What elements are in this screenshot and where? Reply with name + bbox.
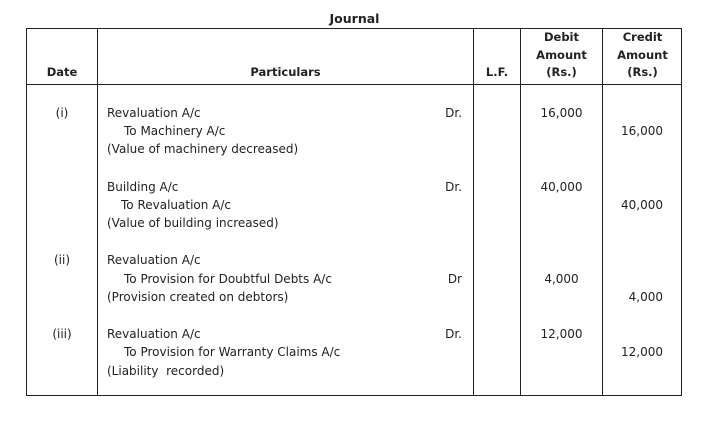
entry-debit-amount: 12,000 — [540, 327, 583, 341]
header-credit — [603, 29, 682, 82]
entry-date: (ii) — [53, 253, 71, 267]
header-credit-line: Credit — [622, 30, 663, 44]
entry-dr: Dr — [447, 272, 462, 286]
entry-narration: (Value of building increased) — [107, 216, 279, 230]
entry-dr: Dr. — [445, 106, 462, 120]
entry-debit-amount: 16,000 — [540, 106, 583, 120]
entry-debit-amount: 4,000 — [544, 272, 579, 286]
entry-date: (iii) — [52, 327, 72, 341]
entry-debit-account: Revaluation A/c — [107, 327, 201, 341]
entry-narration: (Value of machinery decreased) — [107, 142, 299, 156]
journal-table — [26, 28, 682, 396]
header-particulars: Particulars — [250, 65, 321, 79]
entry-credit-account: To Provision for Doubtful Debts A/c — [124, 272, 332, 286]
entry-credit-account: To Provision for Warranty Claims A/c — [124, 345, 341, 359]
entry-narration: (Liability recorded) — [107, 364, 225, 378]
header-debit-line: Debit — [543, 30, 580, 44]
page-title: Journal — [329, 11, 380, 26]
header-debit-line: Amount — [536, 47, 587, 62]
entry-debit-amount: 40,000 — [540, 180, 583, 194]
header-date: Date — [46, 65, 78, 79]
header-debit — [521, 29, 602, 82]
header-divider — [27, 84, 681, 85]
header-lf: L.F. — [485, 65, 509, 79]
header-credit-line: (Rs.) — [627, 65, 658, 79]
entry-date: (i) — [55, 106, 69, 120]
header-debit-line: (Rs.) — [546, 65, 577, 79]
entry-dr: Dr. — [445, 327, 462, 341]
entry-debit-account: Revaluation A/c — [107, 253, 201, 267]
entry-narration: (Provision created on debtors) — [107, 290, 289, 304]
entry-credit-account: To Revaluation A/c — [121, 198, 232, 212]
entry-credit-amount: 4,000 — [628, 290, 663, 304]
entry-credit-amount: 12,000 — [621, 345, 663, 359]
header-credit-line: Amount — [617, 47, 668, 62]
entry-credit-amount: 16,000 — [621, 124, 663, 138]
entry-credit-account: To Machinery A/c — [124, 124, 226, 138]
entry-debit-account: Building A/c — [107, 180, 179, 194]
entry-credit-amount: 40,000 — [621, 198, 663, 212]
entry-dr: Dr. — [445, 180, 462, 194]
entry-debit-account: Revaluation A/c — [107, 106, 201, 120]
